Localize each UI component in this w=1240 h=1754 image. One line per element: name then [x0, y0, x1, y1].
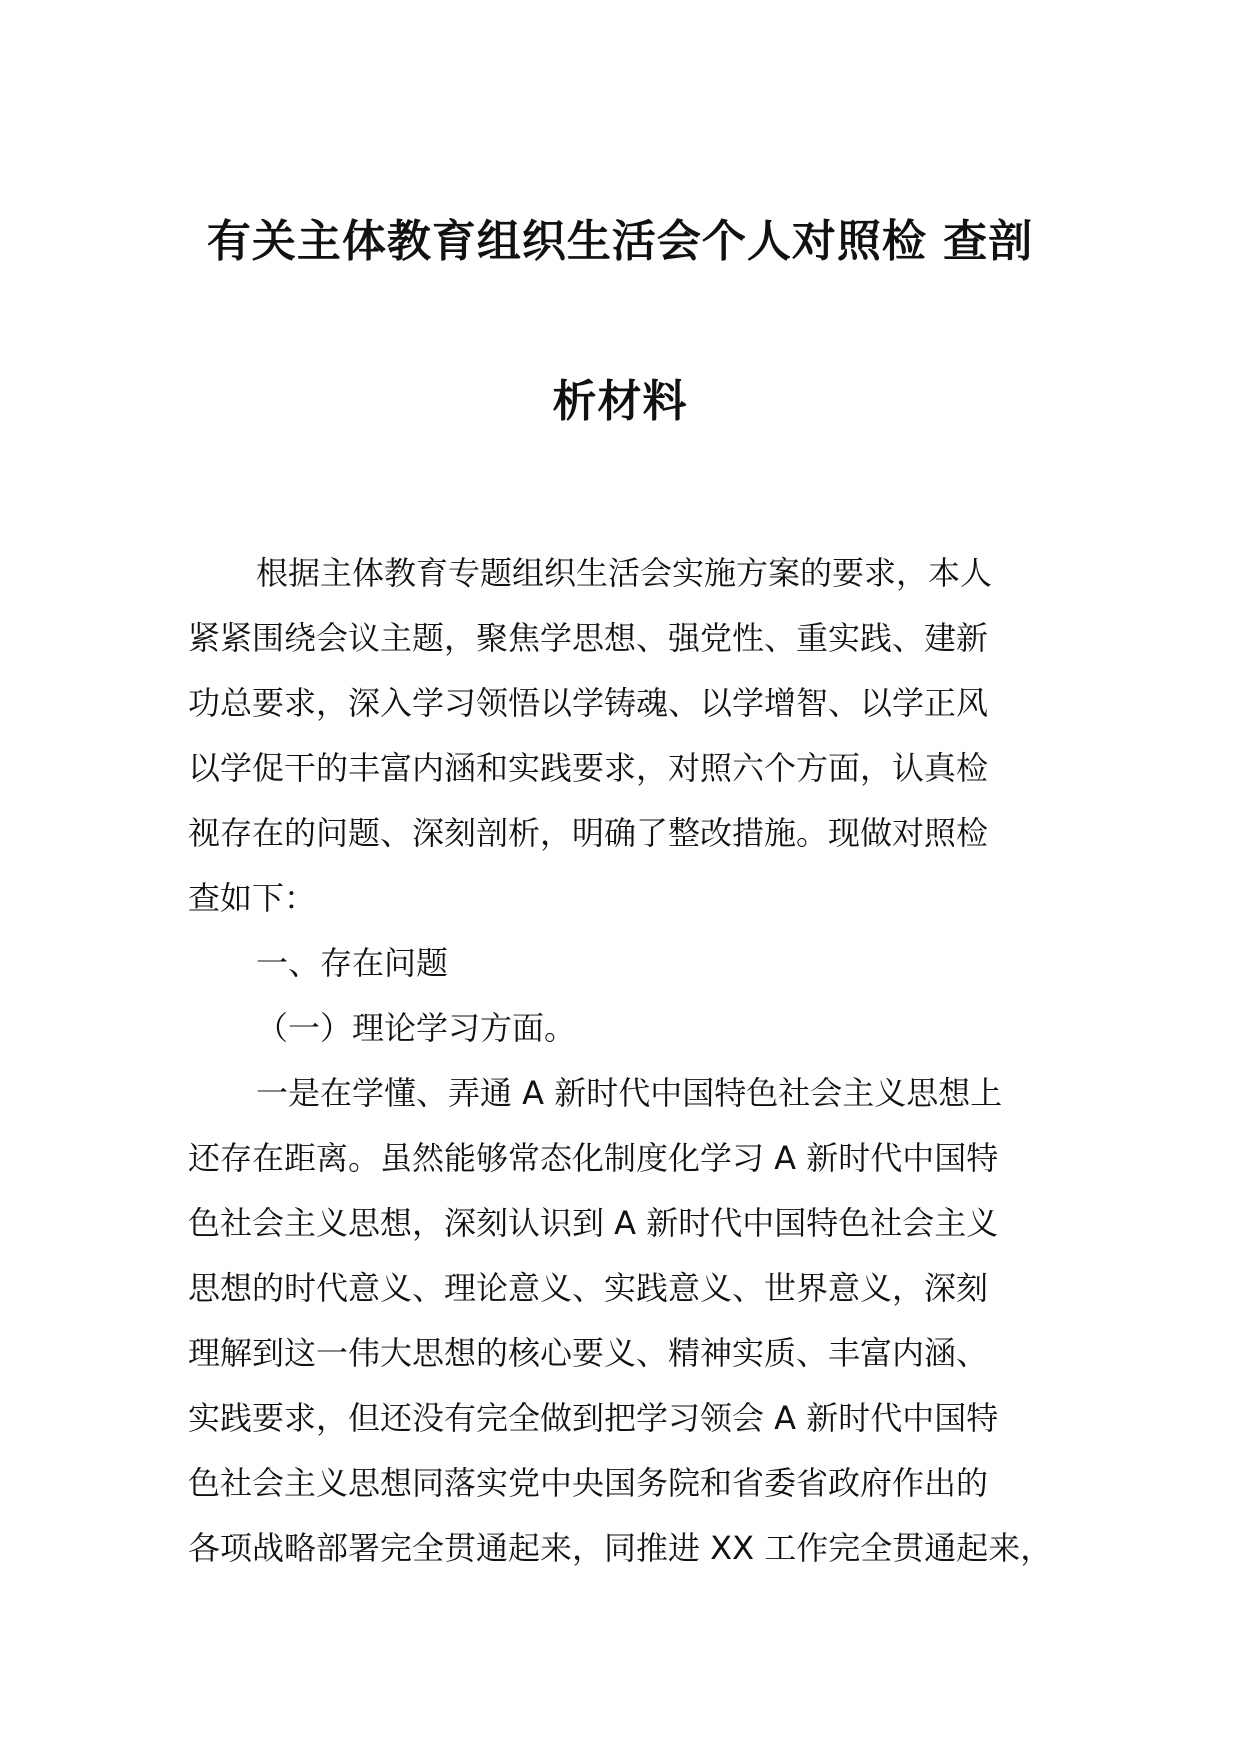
body-line: 一是在学懂、弄通 A 新时代中国特色社会主义思想上 — [256, 1074, 1003, 1112]
body-line: 还存在距离。虽然能够常态化制度化学习 A 新时代中国特 — [188, 1139, 999, 1177]
body-line: 色社会主义思想，深刻认识到 A 新时代中国特色社会主义 — [188, 1204, 999, 1242]
document-title-line-1: 有关主体教育组织生活会个人对照检 查剖 — [206, 216, 1034, 267]
body-line: 功总要求，深入学习领悟以学铸魂、以学增智、以学正风 — [188, 684, 989, 722]
body-line: 思想的时代意义、理论意义、实践意义、世界意义，深刻 — [188, 1269, 989, 1307]
subsection-heading: （一）理论学习方面。 — [256, 1009, 577, 1047]
body-line: 紧紧围绕会议主题，聚焦学思想、强党性、重实践、建新 — [188, 619, 989, 657]
body-line: 色社会主义思想同落实党中央国务院和省委省政府作出的 — [188, 1464, 989, 1502]
body-line: 实践要求，但还没有完全做到把学习领会 A 新时代中国特 — [188, 1399, 999, 1437]
body-line: 查如下： — [188, 879, 317, 917]
body-line: 以学促干的丰富内涵和实践要求，对照六个方面，认真检 — [188, 749, 989, 787]
body-line: 视存在的问题、深刻剖析，明确了整改措施。现做对照检 — [188, 814, 989, 852]
body-line: 根据主体教育专题组织生活会实施方案的要求，本人 — [256, 554, 993, 592]
body-line: 理解到这一伟大思想的核心要义、精神实质、丰富内涵、 — [188, 1334, 989, 1372]
body-line: 各项战略部署完全贯通起来，同推进 XX 工作完全贯通起来， — [188, 1529, 1053, 1567]
section-heading: 一、存在问题 — [256, 944, 449, 982]
document-body — [188, 541, 1073, 1581]
document-title-line-2: 析材料 — [552, 376, 688, 427]
